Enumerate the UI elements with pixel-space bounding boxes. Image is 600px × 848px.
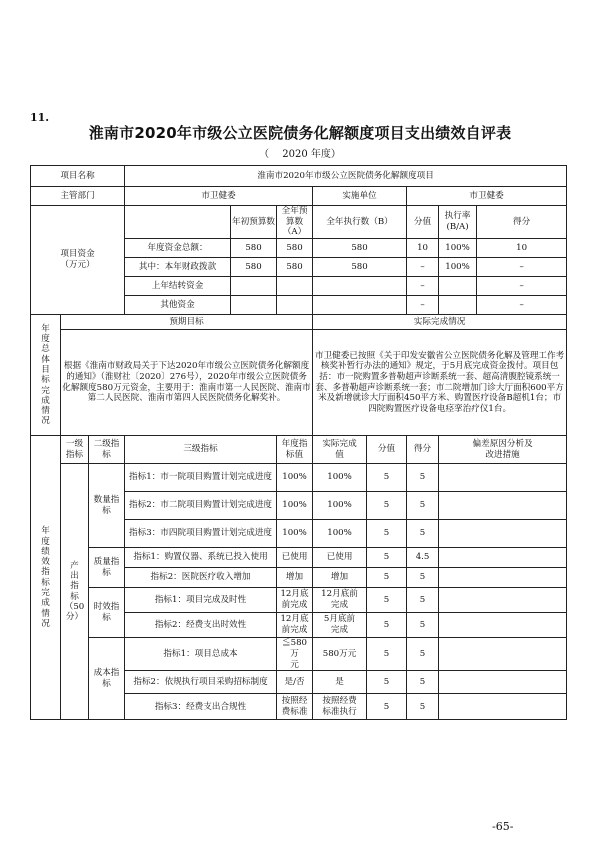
indicator-row [31, 588, 567, 613]
goals-side-text: 年 度 总 体 目 标 完 成 情 况 [41, 323, 50, 427]
funds-header-rate-text: 执行率 (B/A) [444, 211, 471, 233]
indicator-score: 5 [367, 520, 407, 548]
indicator-got: 4.5 [407, 548, 439, 568]
indicator-name: 指标1：市一院项目购置计划完成进度 [125, 464, 277, 492]
funds-row-label-header [125, 206, 231, 239]
perf-header-l1-text: 一级 指标 [65, 438, 84, 460]
indicator-actual [313, 588, 367, 613]
unit-label: 实施单位 [313, 187, 407, 206]
indicator-reason [439, 671, 567, 694]
indicator-got: 5 [407, 520, 439, 548]
funds-header-annual [277, 206, 313, 239]
level2-quality-text: 质量指 标 [93, 556, 120, 578]
indicator-name: 指标3：经费支出合规性 [125, 694, 277, 720]
funds-header-rate [439, 206, 477, 239]
indicator-reason [439, 520, 567, 548]
funds-label-text: 项目资金 （万元） [60, 249, 95, 271]
indicator-score: 5 [367, 568, 407, 588]
funds-cell [439, 277, 477, 296]
indicator-got: 5 [407, 694, 439, 720]
indicator-target [277, 588, 313, 613]
indicator-target-text: ≦580万 元 [282, 638, 308, 670]
indicator-row [31, 548, 567, 568]
perf-header-target [277, 436, 313, 464]
indicator-name: 指标3：市四院项目购置计划完成进度 [125, 520, 277, 548]
indicator-reason [439, 464, 567, 492]
funds-cell: – [407, 296, 439, 315]
indicator-target: 100% [277, 520, 313, 548]
funds-header-executed: 全年执行数（B） [313, 206, 407, 239]
indicator-name: 指标1：项目总成本 [125, 638, 277, 671]
indicator-score: 5 [367, 464, 407, 492]
indicator-actual: 100% [313, 492, 367, 520]
actual-goal-header: 实际完成情况 [313, 315, 567, 330]
level2-timeliness-text: 时效指 标 [93, 601, 120, 623]
project-name-row [31, 166, 567, 187]
indicator-reason [439, 588, 567, 613]
level1-output-text: 产 出 指 标 （50 分） [64, 560, 85, 623]
indicator-got: 5 [407, 588, 439, 613]
indicator-score: 5 [367, 492, 407, 520]
indicator-name: 指标2：医院医疗收入增加 [125, 568, 277, 588]
indicator-score: 5 [367, 638, 407, 671]
perf-side-text: 年 度 绩 效 指 标 完 成 情 况 [41, 526, 50, 630]
indicator-actual [313, 613, 367, 638]
funds-header-row [31, 206, 567, 239]
year-label-text: （ 2020 年度） [259, 149, 341, 160]
unit-value: 市卫健委 [407, 187, 567, 206]
funds-cell [439, 296, 477, 315]
indicator-target: 100% [277, 492, 313, 520]
perf-header-l2 [89, 436, 125, 464]
funds-cell: – [477, 296, 567, 315]
level2-timeliness [89, 588, 125, 638]
perf-header-reason-text: 偏差原因分析及 改进措施 [472, 438, 533, 460]
funds-cell: 10 [407, 239, 439, 258]
funds-cell [277, 277, 313, 296]
indicator-target: 增加 [277, 568, 313, 588]
funds-cell [277, 296, 313, 315]
funds-label [31, 206, 125, 315]
indicator-reason [439, 568, 567, 588]
level2-quantity [89, 464, 125, 548]
goals-header-row [31, 315, 567, 330]
perf-header-l2-text: 二级指 标 [93, 438, 120, 460]
project-name-value: 淮南市2020年市级公立医院债务化解额度项目 [125, 166, 567, 187]
section-number: 11. [30, 111, 50, 124]
indicator-actual: 100% [313, 464, 367, 492]
indicator-row [31, 638, 567, 671]
perf-header-reason [439, 436, 567, 464]
indicator-got: 5 [407, 638, 439, 671]
level2-cost-text: 成本指 标 [93, 668, 120, 689]
funds-row-label: 上年结转资金 [125, 277, 231, 296]
funds-row-label: 其他资金 [125, 296, 231, 315]
funds-cell: 580 [277, 239, 313, 258]
project-name-label: 项目名称 [31, 166, 125, 187]
indicator-target [277, 638, 313, 671]
department-row [31, 187, 567, 206]
funds-header-got: 得分 [477, 206, 567, 239]
indicator-score: 5 [367, 548, 407, 568]
indicator-actual-text: 按照经费 标准执行 [322, 696, 357, 717]
goals-side-label [31, 315, 61, 436]
funds-cell: 580 [231, 239, 277, 258]
indicator-actual-text: 5月底前 完成 [323, 614, 356, 636]
perf-header-got: 得分 [407, 436, 439, 464]
perf-header-score: 分值 [367, 436, 407, 464]
dept-label: 主管部门 [31, 187, 125, 206]
indicator-name: 指标2：经费支出时效性 [125, 613, 277, 638]
dept-value: 市卫健委 [125, 187, 313, 206]
indicator-reason [439, 492, 567, 520]
year-label [0, 145, 600, 160]
indicator-name: 指标1：项目完成及时性 [125, 588, 277, 613]
indicator-reason [439, 694, 567, 720]
funds-cell: – [407, 258, 439, 277]
indicator-actual: 580万元 [313, 638, 367, 671]
perf-header-actual-text: 实际完成 值 [322, 438, 357, 460]
expected-goal-text: 根据《淮南市财政局关于下达2020年市级公立医院债务化解额度的通知》（淮财社〔2020〕276号），2020年市级公立医院债务化解额度580万元资金，主要用于：淮南市第一人民医院、淮南市第二人民医院、淮南市第四人民医院债务化解奖补。 [61, 330, 313, 436]
indicator-actual: 是 [313, 671, 367, 694]
funds-header-initial: 年初预算数 [231, 206, 277, 239]
indicator-got: 5 [407, 492, 439, 520]
perf-header-l3: 三级指标 [125, 436, 277, 464]
funds-row-label: 其中：本年财政拨款 [125, 258, 231, 277]
indicator-reason [439, 548, 567, 568]
funds-cell: 100% [439, 239, 477, 258]
actual-goal-text: 市卫健委已按照《关于印发安徽省公立医院债务化解及管理工作考核奖补暂行办法的通知》规定，于5月底完成资金拨付。项目包括：市一院购置多普勒超声诊断系统一套、超高清腹腔镜系统一套、多普勒超声诊断系统一套；市二院增加门诊大厅面积600平方米及新增就诊大厅面积450平方米、购置医疗设备B超机1台；市四院购置医疗设备电痉挛治疗仪1台。 [313, 330, 567, 436]
indicator-reason [439, 638, 567, 671]
funds-cell: 580 [313, 239, 407, 258]
perf-side-label [31, 436, 61, 720]
level2-quantity-text: 数量指 标 [93, 494, 120, 516]
funds-cell [231, 296, 277, 315]
indicator-got: 5 [407, 613, 439, 638]
level1-output [61, 464, 89, 720]
funds-cell: – [477, 277, 567, 296]
level2-quality [89, 548, 125, 588]
funds-cell: 100% [439, 258, 477, 277]
indicator-reason [439, 613, 567, 638]
indicator-name: 指标2：依规执行项目采购招标制度 [125, 671, 277, 694]
goals-content-row [31, 330, 567, 436]
indicator-score: 5 [367, 613, 407, 638]
indicator-actual: 增加 [313, 568, 367, 588]
indicator-name: 指标1：购置仪器、系统已投入使用 [125, 548, 277, 568]
perf-header-l1 [61, 436, 89, 464]
funds-cell: 580 [277, 258, 313, 277]
funds-cell [313, 296, 407, 315]
indicator-got: 5 [407, 568, 439, 588]
funds-cell: 580 [313, 258, 407, 277]
indicator-actual-text: 12月底前 完成 [321, 589, 358, 611]
indicator-target: 100% [277, 464, 313, 492]
indicator-actual: 100% [313, 520, 367, 548]
indicator-score: 5 [367, 671, 407, 694]
indicator-actual: 已使用 [313, 548, 367, 568]
perf-header-target-text: 年度指 标值 [281, 438, 308, 460]
indicator-actual [313, 694, 367, 720]
page-number: -65- [492, 820, 514, 833]
indicator-target [277, 694, 313, 720]
perf-header-row [31, 436, 567, 464]
level2-cost [89, 638, 125, 720]
funds-row-label: 年度资金总额： [125, 239, 231, 258]
indicator-got: 5 [407, 671, 439, 694]
funds-cell: – [477, 258, 567, 277]
indicator-row [31, 464, 567, 492]
indicator-target-text: 12月底 前完成 [280, 589, 309, 611]
funds-header-annual-text: 全年预算数 （A） [281, 206, 308, 238]
page-title: 淮南市2020年市级公立医院债务化解额度项目支出绩效自评表 [88, 124, 512, 142]
indicator-target: 已使用 [277, 548, 313, 568]
funds-cell: 580 [231, 258, 277, 277]
indicator-score: 5 [367, 588, 407, 613]
funds-cell [313, 277, 407, 296]
evaluation-table [30, 165, 567, 720]
funds-header-score: 分值 [407, 206, 439, 239]
indicator-target-text: 12月底 前完成 [280, 614, 309, 636]
indicator-target [277, 613, 313, 638]
expected-goal-header: 预期目标 [61, 315, 313, 330]
funds-cell [231, 277, 277, 296]
indicator-name: 指标2：市二院项目购置计划完成进度 [125, 492, 277, 520]
indicator-got: 5 [407, 464, 439, 492]
perf-header-actual [313, 436, 367, 464]
funds-cell: 10 [477, 239, 567, 258]
indicator-target-text: 按照经 费标准 [281, 696, 308, 717]
indicator-score: 5 [367, 694, 407, 720]
indicator-target: 是/否 [277, 671, 313, 694]
funds-cell: – [407, 277, 439, 296]
